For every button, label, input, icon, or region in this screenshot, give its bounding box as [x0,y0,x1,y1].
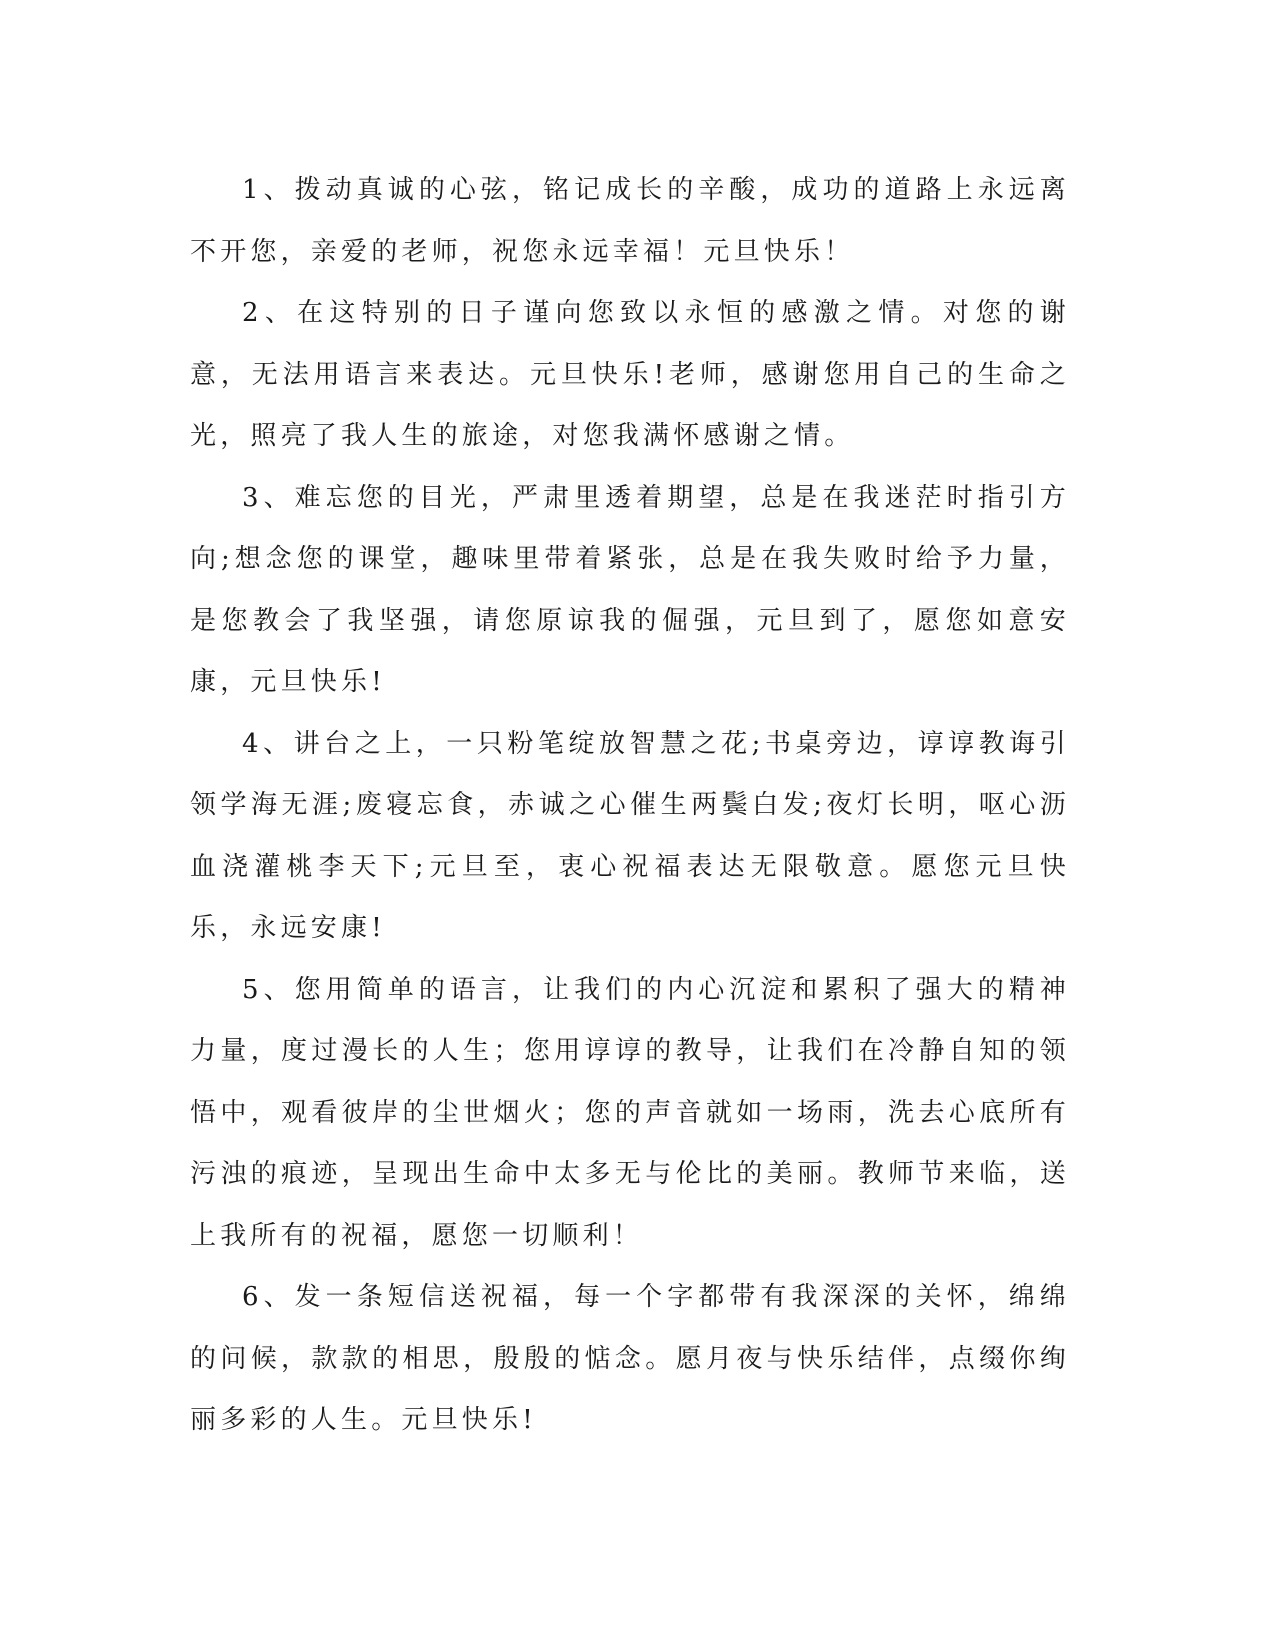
document-body [190,160,1070,1452]
paragraph-1: 1、拨动真诚的心弦，铭记成长的辛酸，成功的道路上永远离不开您，亲爱的老师，祝您永远幸福！元旦快乐！ [190,175,1070,267]
paragraph-5: 5、您用简单的语言，让我们的内心沉淀和累积了强大的精神力量，度过漫长的人生；您用谆谆的教导，让我们在冷静自知的领悟中，观看彼岸的尘世烟火；您的声音就如一场雨，洗去心底所有污浊的痕迹，呈现出生命中太多无与伦比的美丽。教师节来临，送上我所有的祝福，愿您一切顺利！ [190,974,1070,1251]
paragraph-6: 6、发一条短信送祝福，每一个字都带有我深深的关怀，绵绵的问候，款款的相思，殷殷的惦念。愿月夜与快乐结伴，点缀你绚丽多彩的人生。元旦快乐! [190,1282,1070,1435]
paragraph-4: 4、讲台之上，一只粉笔绽放智慧之花;书桌旁边，谆谆教诲引领学海无涯;废寝忘食，赤诚之心催生两鬓白发;夜灯长明，呕心沥血浇灌桃李天下;元旦至，衷心祝福表达无限敬意。愿您元旦快乐，永远安康! [190,728,1070,943]
paragraph-2: 2、在这特别的日子谨向您致以永恒的感激之情。对您的谢意，无法用语言来表达。元旦快乐!老师，感谢您用自己的生命之光，照亮了我人生的旅途，对您我满怀感谢之情。 [190,298,1070,451]
paragraph-3: 3、难忘您的目光，严肃里透着期望，总是在我迷茫时指引方向;想念您的课堂，趣味里带着紧张，总是在我失败时给予力量，是您教会了我坚强，请您原谅我的倔强，元旦到了，愿您如意安康，元旦快乐! [190,482,1070,697]
